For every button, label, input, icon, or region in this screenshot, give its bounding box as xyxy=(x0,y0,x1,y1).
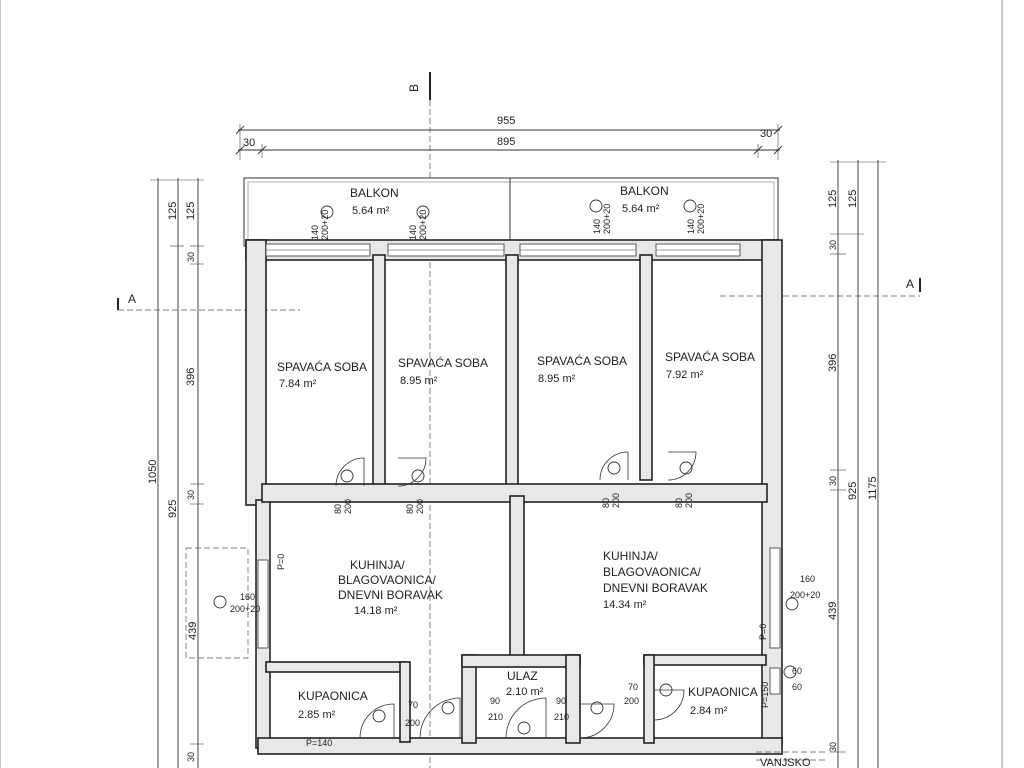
room-area: 7.92 m² xyxy=(666,369,704,381)
room-name-line1: KUHINJA/ xyxy=(603,549,658,563)
dim-right-balcony-a: 125 xyxy=(827,189,839,208)
right-dimensions xyxy=(827,160,886,768)
room-name: SPAVAĆA SOBA xyxy=(537,354,628,368)
door-entry-left-w: 90 xyxy=(490,696,501,706)
dim-left-wall-mid: 30 xyxy=(186,489,196,500)
bedroom-3 xyxy=(537,353,627,385)
dim-top-right-offset: 30 xyxy=(760,128,773,140)
room-area: 8.95 m² xyxy=(400,375,438,387)
outside-label: VANJSKO xyxy=(760,757,811,768)
win-living-left-w: 160 xyxy=(240,592,256,602)
entry xyxy=(506,669,544,698)
dim-left-wall-top: 30 xyxy=(186,251,196,262)
win-balc-1-w: 140 xyxy=(310,224,320,240)
dim-left-outer: 1050 xyxy=(147,459,159,484)
door-bed-3-w: 80 xyxy=(601,497,611,508)
living-left xyxy=(338,558,443,617)
section-a-left-marker xyxy=(118,292,300,310)
door-entry-left-h: 210 xyxy=(488,712,504,722)
section-a-right-marker xyxy=(720,277,920,296)
section-a-left-label: A xyxy=(128,292,137,306)
win-living-right-w: 160 xyxy=(800,574,816,584)
dim-left-mid: 925 xyxy=(167,499,179,518)
dim-left-balcony-b: 125 xyxy=(185,201,197,220)
sill-left: P=0 xyxy=(276,553,286,570)
section-a-right-label: A xyxy=(906,277,915,291)
door-bed-2-w: 80 xyxy=(405,503,415,514)
door-bed-2-h: 200 xyxy=(415,498,425,514)
win-living-left-h: 200+20 xyxy=(230,604,261,614)
room-area: 2.84 m² xyxy=(690,705,728,717)
sill-right: P=0 xyxy=(758,623,768,640)
dim-right-wall-mid: 30 xyxy=(828,475,838,486)
dim-right-living: 439 xyxy=(827,601,839,620)
door-entry-right-h: 210 xyxy=(554,712,570,722)
door-bed-1-w: 80 xyxy=(333,503,343,514)
win-bath-right-h: 60 xyxy=(792,682,803,692)
dim-left-living: 439 xyxy=(187,621,199,640)
room-area: 8.95 m² xyxy=(538,373,576,385)
room-area: 2.10 m² xyxy=(506,686,544,698)
room-name: SPAVAĆA SOBA xyxy=(665,350,756,364)
dim-left-balcony-a: 125 xyxy=(167,201,179,220)
win-balc-4-h: 200+20 xyxy=(696,203,706,234)
dim-right-wall-bottom: 30 xyxy=(828,741,838,752)
door-bed-3-h: 200 xyxy=(611,492,621,508)
win-balc-3-h: 200+20 xyxy=(602,203,612,234)
door-bath-left-h: 200 xyxy=(405,718,421,728)
left-dimensions xyxy=(147,178,204,768)
room-area: 14.34 m² xyxy=(603,599,647,611)
dim-left-wall-bottom: 30 xyxy=(186,751,196,762)
room-name-line2: BLAGOVAONICA/ xyxy=(603,565,701,579)
dim-right-rooms: 396 xyxy=(827,353,839,372)
room-name: BALKON xyxy=(620,184,669,198)
room-name-line2: BLAGOVAONICA/ xyxy=(338,573,436,587)
dim-right-outer: 1175 xyxy=(867,476,879,500)
room-name-line3: DNEVNI BORAVAK xyxy=(338,588,443,602)
top-dimensions xyxy=(236,115,782,160)
win-living-right-h: 200+20 xyxy=(790,590,821,600)
win-bath-right-w: 60 xyxy=(792,666,803,676)
dim-right-mid: 925 xyxy=(847,481,859,500)
win-balc-2-h: 200+20 xyxy=(418,209,428,240)
room-name: KUPAONICA xyxy=(688,685,758,699)
bedroom-4 xyxy=(665,349,755,381)
win-balc-4-w: 140 xyxy=(686,218,696,234)
bath-right xyxy=(688,685,758,717)
door-bath-right-w: 70 xyxy=(628,682,639,692)
room-name: BALKON xyxy=(350,186,399,200)
room-area: 7.84 m² xyxy=(279,378,317,390)
room-name-line3: DNEVNI BORAVAK xyxy=(603,581,708,595)
bedroom-1 xyxy=(277,359,367,390)
dim-right-wall-top: 30 xyxy=(828,239,838,250)
section-b-label: B xyxy=(407,83,421,92)
win-balc-2-w: 140 xyxy=(408,224,418,240)
room-name: SPAVAĆA SOBA xyxy=(277,360,368,374)
exterior-outlines xyxy=(186,548,826,760)
dim-right-balcony-b: 125 xyxy=(847,189,859,208)
door-bed-1-h: 200 xyxy=(343,498,353,514)
dim-top-overall: 955 xyxy=(497,115,516,127)
balcony-windows xyxy=(266,244,740,256)
room-name: ULAZ xyxy=(507,669,538,683)
bath-left xyxy=(298,689,368,721)
door-bed-4-h: 200 xyxy=(684,492,694,508)
door-bed-4-w: 80 xyxy=(674,497,684,508)
dim-top-left-offset: 30 xyxy=(243,137,256,149)
sill-bath-left: P=140 xyxy=(306,738,333,748)
door-entry-right-w: 90 xyxy=(556,696,567,706)
win-balc-3-w: 140 xyxy=(592,218,602,234)
door-bath-right-h: 200 xyxy=(624,696,640,706)
bedroom-2 xyxy=(398,355,488,387)
dim-left-rooms: 396 xyxy=(185,367,197,386)
door-bath-left-w: 70 xyxy=(408,700,419,710)
room-name: KUPAONICA xyxy=(298,689,368,703)
room-area: 14.18 m² xyxy=(354,605,398,617)
room-area: 5.64 m² xyxy=(622,203,660,215)
win-balc-1-h: 200+20 xyxy=(320,209,330,240)
room-name: SPAVAĆA SOBA xyxy=(398,356,489,370)
room-name-line1: KUHINJA/ xyxy=(350,558,405,572)
room-area: 5.64 m² xyxy=(352,205,390,217)
sill-bath-right: P=150 xyxy=(760,681,770,708)
dim-top-inner: 895 xyxy=(497,136,516,148)
room-area: 2.85 m² xyxy=(298,709,336,721)
living-right xyxy=(603,549,708,611)
